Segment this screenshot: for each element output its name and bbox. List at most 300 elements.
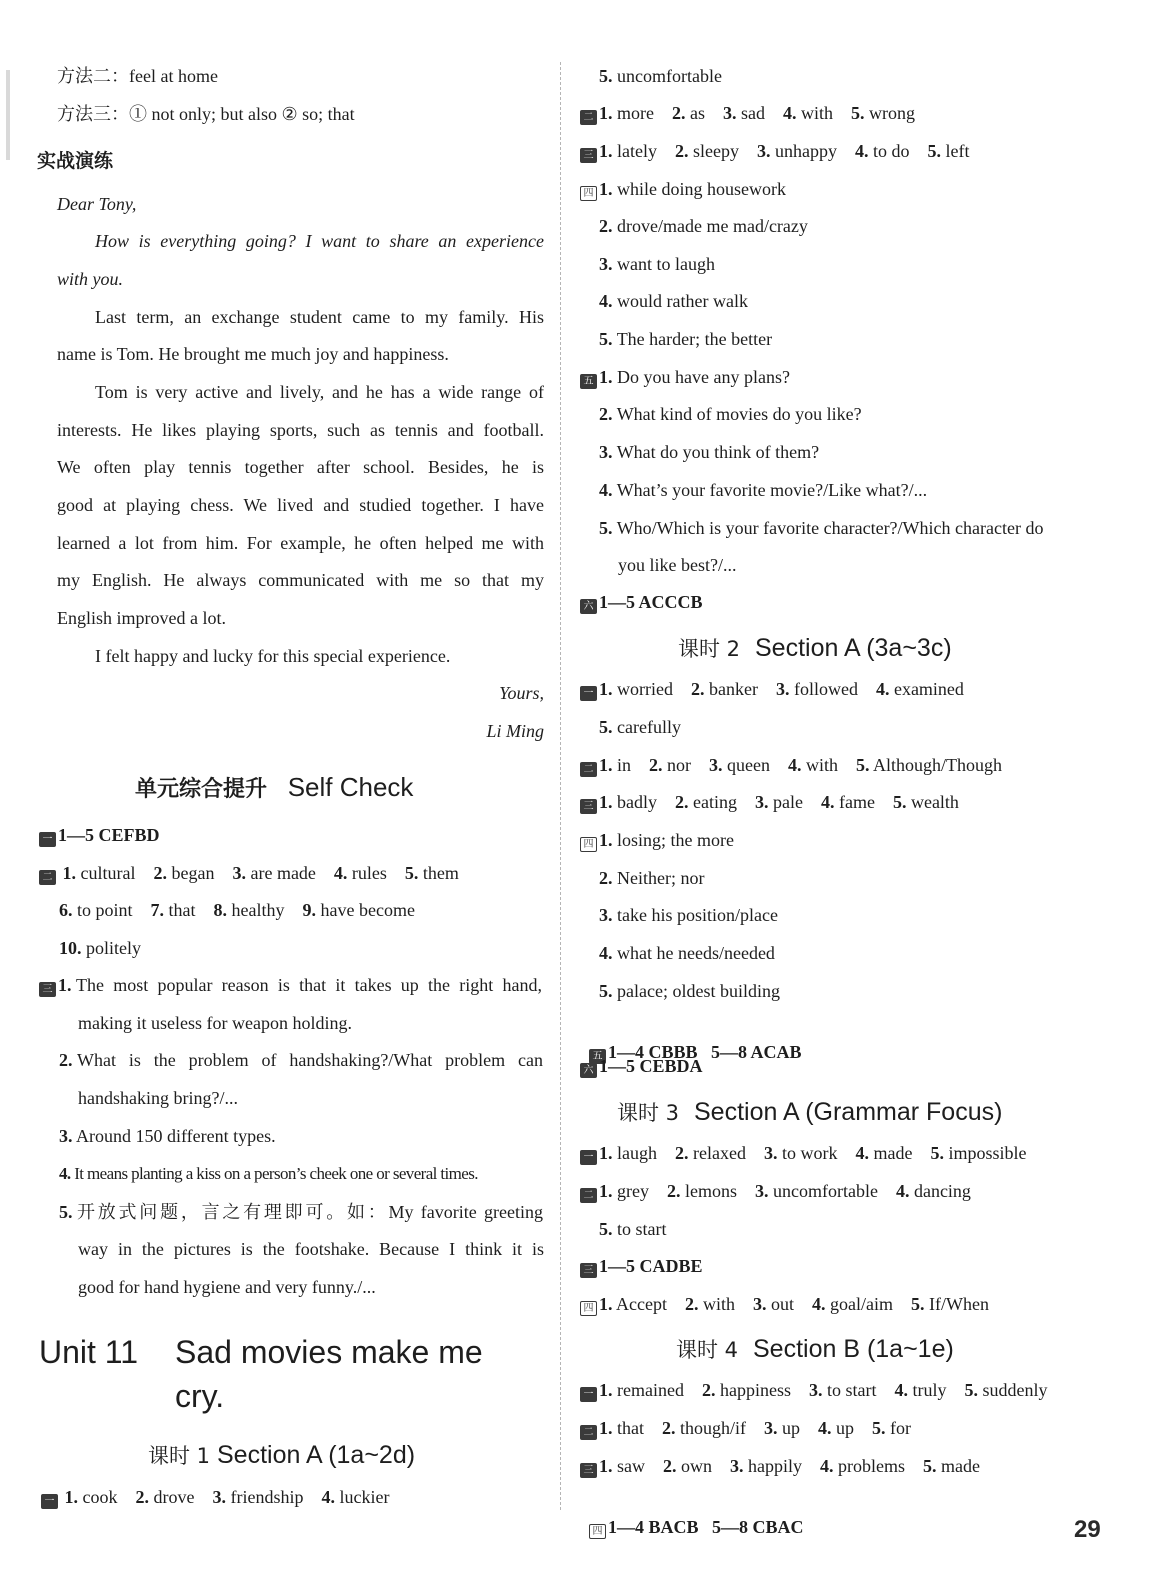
answer-text: wealth [910, 792, 959, 812]
method-3-text: ① not only; but also ② so; that [129, 104, 355, 124]
answer-text: with [702, 1294, 735, 1314]
answer-number: 4. [854, 141, 869, 161]
letter-p2-line-2: interests. He likes playing sports, such as tennis and football. [57, 420, 544, 440]
answer-text: carefully [617, 717, 681, 737]
answer-text: up [782, 1418, 800, 1438]
section-tag-icon: 五 [580, 374, 597, 389]
lesson-section: Section A (1a~2d) [217, 1441, 416, 1469]
answer-text: with [800, 103, 833, 123]
answer-text: What is the problem of handshaking?/What problem can [77, 1050, 543, 1070]
answer-number: 3. [754, 792, 769, 812]
method-2-text: feel at home [129, 66, 218, 86]
answer-number: 5. [599, 66, 613, 86]
l2-s4-3 [599, 903, 778, 927]
letter-closing: Yours, [499, 683, 544, 703]
answer-text: What’s your favorite movie?/Like what?/... [616, 480, 928, 500]
section-tag-icon: 四 [589, 1524, 606, 1539]
letter-p3: I felt happy and lucky for this special experience. [95, 646, 451, 666]
answer-number: 5. [599, 981, 613, 1001]
answer-number: 3. [599, 254, 613, 274]
answer-number: 7. [150, 900, 165, 920]
answer-text: cultural [80, 863, 136, 883]
answer-text: What do you think of them? [616, 442, 820, 462]
answer-text: queen [727, 755, 770, 775]
answer-text: out [771, 1294, 795, 1314]
answer-number: 3. [754, 1181, 769, 1201]
answer-text: unhappy [774, 141, 837, 161]
section-tag-icon: 四 [580, 1301, 597, 1316]
answer-text: banker [708, 679, 758, 699]
l1-s4-5 [599, 327, 772, 351]
answer-text: with [806, 755, 839, 775]
answer-text: impossible [948, 1143, 1027, 1163]
answer-text: though/if [680, 1418, 746, 1438]
lesson-3-heading [617, 1097, 1002, 1127]
l1-s3 [580, 139, 969, 163]
s1-answers: 1—5 CEFBD [58, 825, 160, 845]
answer-text: healthy [231, 900, 285, 920]
answer-number: 1—5 ACCCB [599, 592, 703, 612]
answer-number: 4. [59, 1164, 71, 1183]
l1-s4-4 [599, 289, 748, 313]
answer-number: 2. [662, 1418, 676, 1438]
answer-text: eating [693, 792, 737, 812]
answer-number: 1. [599, 1418, 613, 1438]
answer-text: suddenly [982, 1380, 1048, 1400]
answer-text: happiness [719, 1380, 791, 1400]
answer-text: while doing housework [617, 179, 786, 199]
answer-number: 2. [599, 868, 613, 888]
letter-p2-line-3: We often play tennis together after school. Besides, he is [57, 457, 544, 477]
answer-text: to start [617, 1219, 667, 1239]
answer-text: rules [351, 863, 387, 883]
answer-number: 2. [701, 1380, 716, 1400]
l1-s4-2 [599, 214, 808, 238]
self-check-s3-1a [39, 973, 542, 997]
answer-text: luckier [339, 1487, 390, 1507]
self-check-s2-row-1 [39, 861, 459, 885]
answer-number: 3. [599, 905, 613, 925]
answer-number: 1—5 CEBDA [599, 1056, 703, 1076]
answer-number: 5. [927, 141, 941, 161]
answer-text: to start [826, 1380, 877, 1400]
answer-number: 1. [599, 1380, 613, 1400]
l4-s3 [580, 1454, 980, 1478]
answer-number: 4. [599, 943, 613, 963]
answer-text: examined [893, 679, 964, 699]
answer-text: up [836, 1418, 854, 1438]
answer-number: 1. [599, 1181, 613, 1201]
answer-number: 1. [599, 141, 613, 161]
answer-number: 3. [212, 1487, 226, 1507]
answer-number: 2. [59, 1050, 73, 1070]
answer-text: dancing [913, 1181, 971, 1201]
lesson-1-s1 [41, 1485, 389, 1509]
answer-number: 3. [775, 679, 790, 699]
answer-text: own [681, 1456, 712, 1476]
answer-number: 2. [599, 404, 613, 424]
letter-greeting: Dear Tony, [57, 194, 137, 214]
answer-number: 2. [684, 1294, 699, 1314]
l3-s3 [580, 1254, 703, 1278]
answer-number: 1. [599, 367, 613, 387]
answer-text: truly [912, 1380, 947, 1400]
answer-text: Neither; nor [617, 868, 705, 888]
l1-s4-3 [599, 252, 715, 276]
l2-s1 [580, 677, 964, 701]
method-3-label: 方法三： [57, 104, 129, 124]
answer-number: 5. [599, 329, 613, 349]
answer-number: 3. [730, 1456, 744, 1476]
unit-number: Unit 11 [39, 1334, 139, 1370]
answer-list [58, 863, 459, 883]
answer-number: 2. [663, 1456, 677, 1476]
answer-number: 5. [930, 1143, 944, 1163]
answer-text: friendship [230, 1487, 304, 1507]
answer-number: 1. [599, 1294, 613, 1314]
answer-text: What kind of movies do you like? [616, 404, 862, 424]
answer-text: losing; the more [617, 830, 734, 850]
answer-text: uncomfortable [617, 66, 722, 86]
answer-text: saw [617, 1456, 645, 1476]
answer-text: badly [617, 792, 657, 812]
answer-text: happily [748, 1456, 802, 1476]
answer-text: Who/Which is your favorite character?/Which character do [616, 518, 1044, 538]
answer-text: that [617, 1418, 644, 1438]
self-check-s3-1b: making it useless for weapon holding. [78, 1013, 352, 1033]
answer-text: Although/Though [873, 755, 1003, 775]
answer-text: them [422, 863, 459, 883]
answer-number: 1—4 BACB 5—8 CBAC [608, 1517, 804, 1537]
letter-p2-line-1: Tom is very active and lively, and he has a wide range of [95, 382, 544, 402]
answer-number: 2. [674, 141, 689, 161]
self-check-s3-3 [59, 1124, 276, 1148]
lesson-label: 课时 1 [148, 1444, 211, 1468]
answer-text: nor [667, 755, 692, 775]
answer-text: made [941, 1456, 980, 1476]
answer-text: followed [793, 679, 858, 699]
answer-text: palace; oldest building [617, 981, 780, 1001]
answer-text: Section B (1a~1e) [753, 1335, 954, 1363]
answer-number: 3. [808, 1380, 823, 1400]
lesson-2-heading [678, 633, 952, 663]
answer-number: 4. [333, 863, 348, 883]
self-check-title-en: Self Check [287, 772, 414, 802]
answer-number: 1. [58, 975, 72, 995]
l1-s5-5-cont: you like best?/... [618, 555, 737, 575]
answer-text: drove [153, 1487, 195, 1507]
answer-text: sad [740, 103, 765, 123]
section-tag-icon: 二 [580, 762, 597, 777]
answer-number: 1—4 CBBB 5—8 ACAB [608, 1042, 802, 1062]
answer-text: Section A (Grammar Focus) [694, 1098, 1003, 1126]
answer-text: have become [320, 900, 415, 920]
self-check-s3-5a [59, 1200, 543, 1224]
answer-text: pale [772, 792, 803, 812]
self-check-s3-2b: handshaking bring?/... [78, 1088, 238, 1108]
answer-number: 5. [599, 518, 613, 538]
l2-s4-4 [599, 941, 775, 965]
answer-number: 2. [649, 755, 663, 775]
section-tag-icon: 一 [580, 1150, 597, 1165]
answer-number: 4. [818, 1418, 832, 1438]
answer-number: 1. [599, 755, 613, 775]
l3-s2 [580, 1179, 971, 1203]
answer-number: 4. [820, 1456, 834, 1476]
answer-number: 4. [321, 1487, 335, 1507]
section-tag-icon: 一 [41, 1494, 58, 1509]
l1-s2 [580, 101, 915, 125]
answer-number: 1—5 CADBE [599, 1256, 703, 1276]
l3-s1 [580, 1141, 1026, 1165]
answer-number: 3. [722, 103, 737, 123]
answer-text: to work [781, 1143, 838, 1163]
method-2-label: 方法二： [57, 66, 129, 86]
answer-text: cook [82, 1487, 118, 1507]
answer-text: would rather walk [617, 291, 748, 311]
answer-number: 1. [599, 830, 613, 850]
answer-text: It means planting a kiss on a person’s cheek one or several times. [74, 1164, 478, 1183]
letter-intro-line-2: with you. [57, 269, 123, 289]
page-number: 29 [1074, 1516, 1101, 1543]
answer-number: 3. [59, 1126, 73, 1146]
answer-number: 5. [872, 1418, 886, 1438]
section-tag-icon: 六 [580, 1063, 597, 1078]
section-tag-icon: 三 [580, 1263, 597, 1278]
answer-text: The most popular reason is that it takes up the right hand, [76, 975, 542, 995]
answer-number: 2. [153, 863, 167, 883]
answer-number: 5. [59, 1202, 73, 1222]
answer-number: 2. [671, 103, 686, 123]
answer-text: uncomfortable [772, 1181, 878, 1201]
answer-number: 4. [894, 1380, 908, 1400]
method-2-line [57, 64, 218, 88]
answer-number: 4. [895, 1181, 910, 1201]
self-check-s1 [39, 823, 160, 847]
answer-number: 5. [404, 863, 419, 883]
answer-number: 6. [59, 900, 73, 920]
letter-p2-line-7: English improved a lot. [57, 608, 226, 628]
answer-text: 课时 2 [678, 637, 741, 661]
answer-text: If/When [929, 1294, 989, 1314]
answer-text: 课时 3 [617, 1101, 680, 1125]
answer-text: made [873, 1143, 913, 1163]
answer-number: 2. [666, 1181, 681, 1201]
answer-number: 2. [599, 216, 613, 236]
column-divider [560, 62, 561, 1510]
answer-number: 2. [135, 1487, 149, 1507]
answer-text: relaxed [693, 1143, 746, 1163]
answer-number: 5. [599, 717, 613, 737]
answer-text: began [171, 863, 215, 883]
section-tag-icon: 三 [580, 1463, 597, 1478]
answer-number: 4. [875, 679, 890, 699]
answer-number: 9. [302, 900, 316, 920]
answer-text: Accept [616, 1294, 667, 1314]
answer-text: The harder; the better [616, 329, 773, 349]
answer-text: laugh [617, 1143, 657, 1163]
answer-number: 5. [599, 1219, 613, 1239]
answer-text: are made [250, 863, 316, 883]
answer-number: 5. [964, 1380, 978, 1400]
answer-text: drove/made me mad/crazy [617, 216, 808, 236]
section-tag-icon: 六 [580, 599, 597, 614]
self-check-title-zh: 单元综合提升 [135, 777, 268, 802]
practice-heading: 实战演练 [37, 150, 114, 172]
answer-text: grey [617, 1181, 649, 1201]
answer-number: 4. [855, 1143, 869, 1163]
section-tag-icon: 一 [39, 832, 56, 847]
letter-p2-line-6: my English. He always communicated with me so that my [57, 570, 544, 590]
answer-text: what he needs/needed [617, 943, 775, 963]
l2-s4-1 [580, 828, 734, 852]
section-tag-icon: 二 [580, 110, 597, 125]
answer-number: 1. [62, 863, 76, 883]
l2-s4-2 [599, 866, 704, 890]
letter-p1-line-2: name is Tom. He brought me much joy and happiness. [57, 344, 449, 364]
self-check-s2-row-3 [59, 936, 141, 960]
l4-s2 [580, 1416, 911, 1440]
letter-intro-line-1: How is everything going? I want to share an experience [95, 231, 544, 251]
l1-s5-4 [599, 478, 927, 502]
answer-text: in [617, 755, 632, 775]
self-check-heading [135, 772, 413, 803]
answer-text: fame [838, 792, 875, 812]
answer-text: goal/aim [830, 1294, 893, 1314]
answer-number: 10. [59, 938, 82, 958]
answer-number: 1. [599, 679, 613, 699]
l1-s5-3 [599, 440, 819, 464]
section-tag-icon: 三 [580, 148, 597, 163]
answer-number: 2. [675, 1143, 689, 1163]
answer-number: 1. [599, 1456, 613, 1476]
answer-number: 2. [675, 792, 689, 812]
unit-title-line-2: cry. [175, 1378, 225, 1414]
self-check-s3-4 [59, 1162, 478, 1186]
answer-number: 3. [763, 1143, 778, 1163]
answer-text: as [689, 103, 705, 123]
answer-text: Around 150 different types. [76, 1126, 276, 1146]
answer-number: 1. [64, 1487, 78, 1507]
answer-text: remained [617, 1380, 684, 1400]
answer-number: 3. [764, 1418, 778, 1438]
answer-text: 课时 4 [676, 1338, 739, 1362]
answer-number: 5. [892, 792, 907, 812]
answer-number: 3. [599, 442, 613, 462]
l3-s2-cont [599, 1217, 667, 1241]
answer-number: 3. [753, 1294, 767, 1314]
answer-number: 5. [911, 1294, 925, 1314]
self-check-s3-2a [59, 1048, 543, 1072]
answer-text: Do you have any plans? [617, 367, 790, 387]
section-tag-icon: 一 [580, 1387, 597, 1402]
lesson-4-heading [676, 1334, 954, 1364]
page-edge-shadow [6, 70, 10, 160]
lesson-1-heading [148, 1440, 415, 1470]
l1-s6 [580, 590, 703, 614]
answer-text: sleepy [692, 141, 739, 161]
l2-s2 [580, 753, 1002, 777]
answer-number: 4. [820, 792, 835, 812]
answer-text: problems [838, 1456, 905, 1476]
l2-s3 [580, 790, 959, 814]
answer-text: left [945, 141, 970, 161]
l1-cont [599, 64, 722, 88]
method-3-line [57, 102, 355, 126]
answer-number: 4. [782, 103, 797, 123]
section-tag-icon: 一 [580, 686, 597, 701]
letter-signature: Li Ming [486, 721, 544, 741]
letter-p2-line-4: good at playing chess. We lived and studied together. I have [57, 495, 544, 515]
l2-s4-5 [599, 979, 780, 1003]
answer-number: 4. [599, 291, 613, 311]
self-check-s3-5c: good for hand hygiene and very funny./... [78, 1277, 376, 1297]
section-tag-icon: 二 [39, 870, 56, 885]
answer-text: Section A (3a~3c) [755, 634, 952, 662]
answer-number: 1. [599, 792, 613, 812]
answer-number: 1. [599, 103, 613, 123]
answer-text: more [617, 103, 654, 123]
answer-number: 3. [232, 863, 246, 883]
answer-text: to point [77, 900, 133, 920]
answer-number: 3. [709, 755, 723, 775]
answer-number: 2. [690, 679, 705, 699]
answer-text: politely [86, 938, 141, 958]
section-tag-icon: 二 [580, 1425, 597, 1440]
answer-number: 1. [599, 1143, 613, 1163]
answer-text: for [890, 1418, 911, 1438]
l2-s1-cont [599, 715, 681, 739]
l3-s4 [580, 1292, 989, 1316]
letter-p2-line-5: learned a lot from him. For example, he often helped me with [57, 533, 544, 553]
answer-number: 4. [599, 480, 613, 500]
l4-s1 [580, 1378, 1047, 1402]
answer-number: 5. [923, 1456, 937, 1476]
answer-text: 开放式问题，言之有理即可。如：My favorite greeting [77, 1202, 543, 1222]
l2-s6 [580, 1054, 703, 1078]
section-tag-icon: 三 [580, 799, 597, 814]
section-tag-icon: 二 [580, 1188, 597, 1203]
self-check-s2-row-2 [59, 898, 415, 922]
answer-number: 1. [599, 179, 613, 199]
answer-text: that [168, 900, 196, 920]
answer-text: want to laugh [617, 254, 715, 274]
l1-s5-2 [599, 402, 862, 426]
answer-text: lately [617, 141, 657, 161]
answer-text: worried [617, 679, 673, 699]
answer-text: wrong [869, 103, 915, 123]
l4-s4 [580, 1491, 804, 1539]
letter-p1-line-1: Last term, an exchange student came to my family. His [95, 307, 544, 327]
l1-s5-1 [580, 365, 790, 389]
l1-s4-1 [580, 177, 786, 201]
section-tag-icon: 三 [39, 982, 56, 997]
answer-text: lemons [684, 1181, 737, 1201]
answer-number: 5. [856, 755, 870, 775]
answer-number: 5. [851, 103, 865, 123]
section-tag-icon: 四 [580, 186, 597, 201]
section-tag-icon: 四 [580, 837, 597, 852]
answer-number: 8. [213, 900, 228, 920]
answer-number: 3. [756, 141, 771, 161]
section-tag-icon: 五 [589, 1049, 606, 1064]
unit-title-line-1: Sad movies make me [175, 1334, 483, 1370]
answer-number: 4. [812, 1294, 826, 1314]
l1-s5-5 [599, 516, 1043, 540]
answer-text: take his position/place [617, 905, 778, 925]
answer-text: to do [872, 141, 910, 161]
answer-number: 4. [788, 755, 802, 775]
